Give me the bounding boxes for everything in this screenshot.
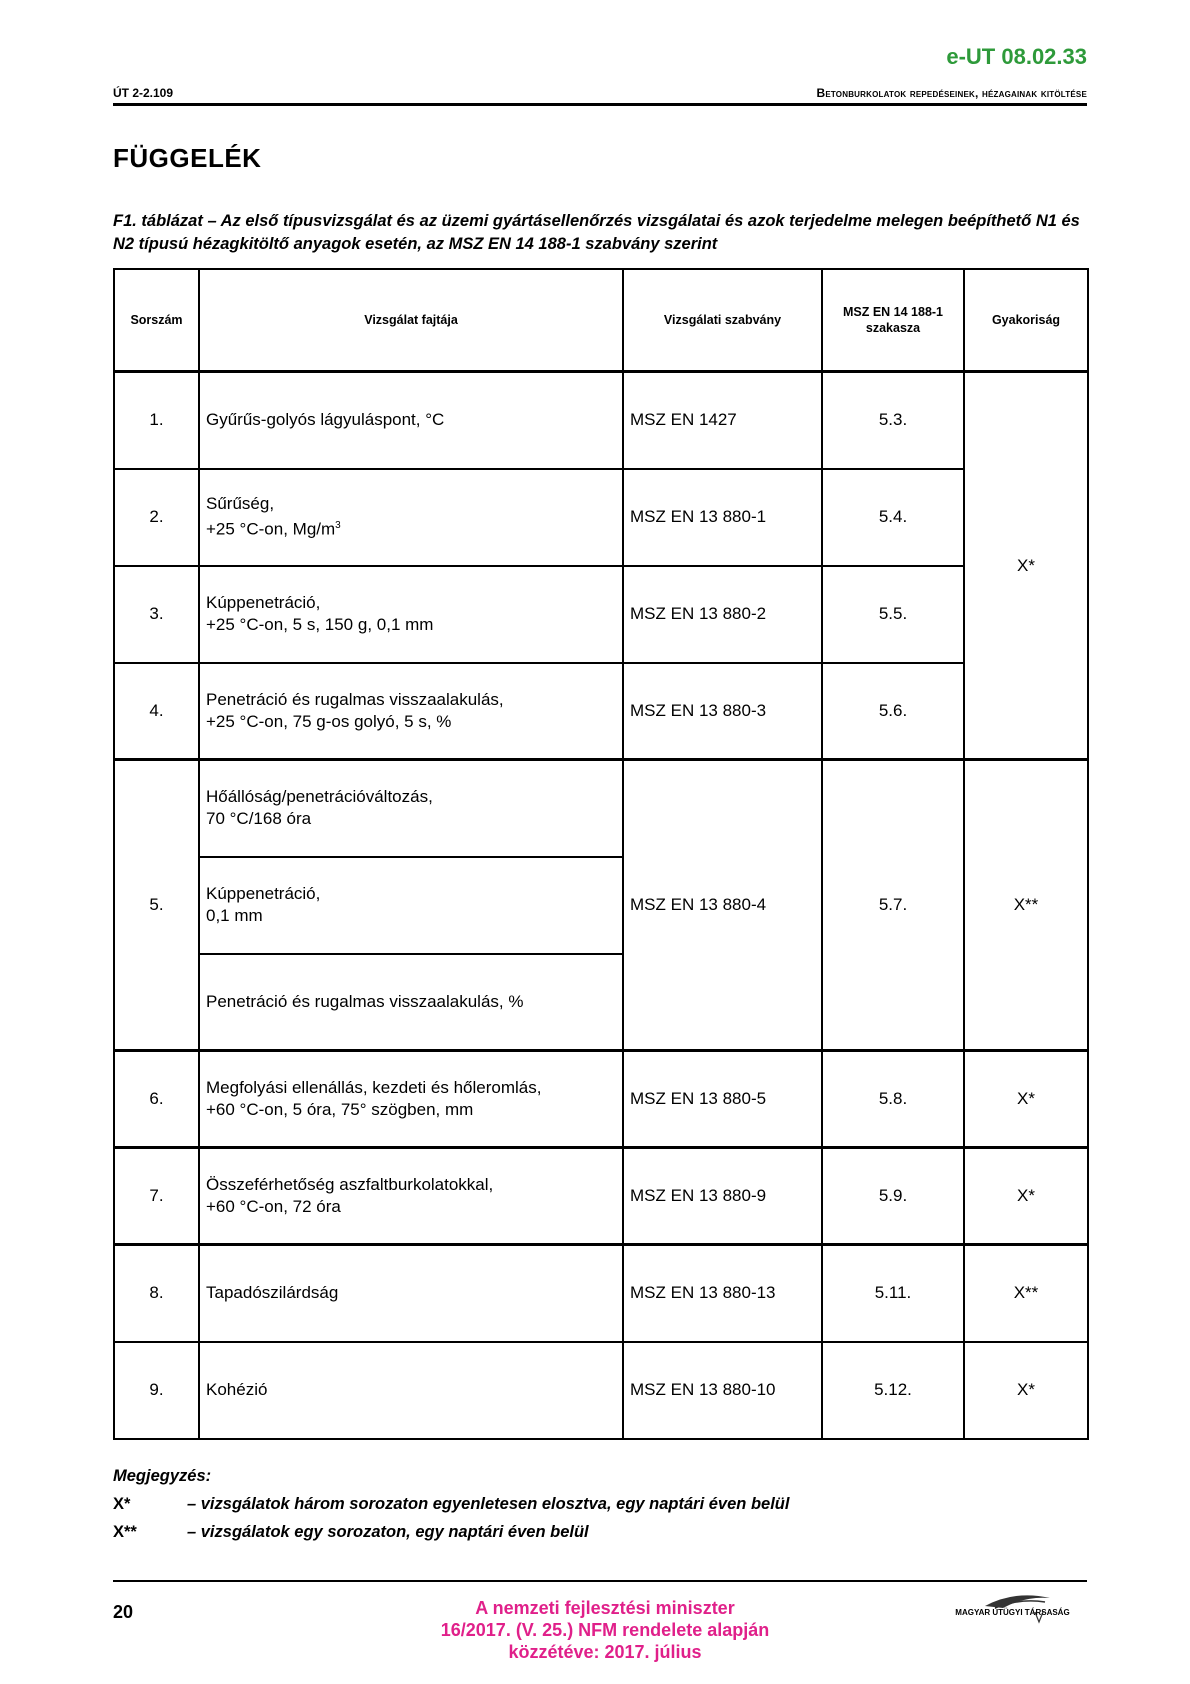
note-text: – vizsgálatok egy sorozaton, egy naptári éven belül	[187, 1523, 589, 1541]
test-type	[199, 663, 623, 760]
test-type-line: Tapadószilárdság	[206, 1283, 339, 1303]
note-text: – vizsgálatok három sorozaton egyenletesen elosztva, egy naptári éven belül	[187, 1495, 790, 1513]
notes	[113, 1462, 789, 1546]
row-number: 9.	[114, 1342, 199, 1439]
page-number: 20	[113, 1602, 134, 1622]
test-type-line: Sűrűség,	[206, 494, 275, 514]
footer-rule	[113, 1580, 1087, 1582]
test-type	[199, 469, 623, 566]
header-cell: Sorszám	[114, 269, 199, 372]
row-number: 1.	[114, 372, 199, 469]
running-title: Betonburkolatok repedéseinek, hézagainak kitöltése	[816, 86, 1087, 100]
header-cell: MSZ EN 14 188-1 szakasza	[822, 269, 964, 372]
test-type-line: +60 °C-on, 72 óra	[206, 1197, 341, 1216]
test-standard: MSZ EN 13 880-4	[623, 760, 822, 1051]
test-type-line: Penetráció és rugalmas visszaalakulás,	[206, 689, 504, 709]
test-type-line: Kohézió	[206, 1380, 268, 1399]
standard-section: 5.5.	[822, 566, 964, 663]
row-number: 8.	[114, 1245, 199, 1342]
test-standard: MSZ EN 13 880-3	[623, 663, 822, 760]
frequency: X*	[964, 1051, 1088, 1148]
header-cell: Gyakoriság	[964, 269, 1088, 372]
standard-section: 5.12.	[822, 1342, 964, 1439]
row-number: 2.	[114, 469, 199, 566]
test-standard: MSZ EN 1427	[623, 372, 822, 469]
publication-line: 16/2017. (V. 25.) NFM rendelete alapján	[440, 1620, 770, 1640]
test-standard: MSZ EN 13 880-5	[623, 1051, 822, 1148]
frequency: X**	[964, 760, 1088, 1051]
test-type	[199, 1342, 623, 1439]
frequency: X*	[964, 1148, 1088, 1245]
standard-section: 5.7.	[822, 760, 964, 1051]
test-type-line: Gyűrűs-golyós lágyuláspont, °C	[206, 410, 445, 430]
standard-section: 5.3.	[822, 372, 964, 469]
note-item	[113, 1490, 789, 1518]
test-type-line: +25 °C-on, 5 s, 150 g, 0,1 mm	[206, 615, 434, 634]
frequency: X*	[964, 372, 1088, 760]
test-type	[199, 1051, 623, 1148]
test-standard: MSZ EN 13 880-1	[623, 469, 822, 566]
row-number: 3.	[114, 566, 199, 663]
table-row	[114, 372, 1088, 469]
test-type	[199, 857, 623, 954]
table-row	[114, 663, 1088, 760]
test-type-line: Megfolyási ellenállás, kezdeti és hőleromlás,	[206, 1078, 542, 1097]
test-standard: MSZ EN 13 880-10	[623, 1342, 822, 1439]
test-type-line: +60 °C-on, 5 óra, 75° szögben, mm	[206, 1100, 474, 1119]
publication-line: A nemzeti fejlesztési miniszter	[475, 1598, 735, 1618]
test-type	[199, 954, 623, 1051]
test-type-line: 0,1 mm	[206, 906, 263, 925]
test-table	[113, 268, 1089, 1440]
header-rule	[113, 103, 1087, 106]
standard-number: ÚT 2-2.109	[113, 86, 174, 100]
note-key: X*	[113, 1495, 131, 1513]
logo-text: MAGYAR ÚTÜGYI TÁRSASÁG	[955, 1608, 1070, 1617]
table-row	[114, 566, 1088, 663]
table-header-row	[114, 269, 1088, 372]
standard-section: 5.11.	[822, 1245, 964, 1342]
table-row	[114, 469, 1088, 566]
table-row	[114, 760, 1088, 857]
standard-section: 5.4.	[822, 469, 964, 566]
row-number: 6.	[114, 1051, 199, 1148]
frequency: X**	[964, 1245, 1088, 1342]
test-type-line: Penetráció és rugalmas visszaalakulás, %	[206, 991, 524, 1011]
test-type	[199, 566, 623, 663]
test-type	[199, 1148, 623, 1245]
frequency: X*	[964, 1342, 1088, 1439]
test-type	[199, 760, 623, 857]
row-number: 5.	[114, 760, 199, 1051]
publication-note	[395, 1597, 815, 1663]
standard-section: 5.8.	[822, 1051, 964, 1148]
header-cell: Vizsgálat fajtája	[199, 269, 623, 372]
section-title: FÜGGELÉK	[113, 143, 262, 173]
row-number: 7.	[114, 1148, 199, 1245]
test-type	[199, 372, 623, 469]
note-item	[113, 1518, 789, 1546]
test-type-line: Kúppenetráció,	[206, 884, 321, 903]
table-row	[114, 1245, 1088, 1342]
header-cell: Vizsgálati szabvány	[623, 269, 822, 372]
table-caption: F1. táblázat – Az első típusvizsgálat és az üzemi gyártásellenőrzés vizsgálatai és azok terjedelme melegen beépíthető N1 és N2 típusú hézagkitöltő anyagok esetén, az MSZ EN 14 188-1 szabvány szerint	[113, 212, 1080, 253]
table-row	[114, 1148, 1088, 1245]
test-type-line: +25 °C-on, Mg/m	[206, 519, 336, 539]
test-type-line: Hőállóság/penetrációváltozás,	[206, 787, 433, 807]
test-type-line: +25 °C-on, 75 g-os golyó, 5 s, %	[206, 711, 452, 731]
test-standard: MSZ EN 13 880-2	[623, 566, 822, 663]
note-key: X**	[113, 1523, 137, 1541]
standard-section: 5.9.	[822, 1148, 964, 1245]
test-type-line: 70 °C/168 óra	[206, 809, 312, 829]
test-type-line: Kúppenetráció,	[206, 593, 321, 612]
publication-line: közzétéve: 2017. július	[508, 1642, 702, 1662]
superscript: 3	[335, 520, 341, 532]
document-code: e-UT 08.02.33	[946, 44, 1087, 69]
table-row	[114, 1342, 1088, 1439]
test-type	[199, 1245, 623, 1342]
notes-title: Megjegyzés:	[113, 1467, 212, 1485]
standard-section: 5.6.	[822, 663, 964, 760]
test-standard: MSZ EN 13 880-9	[623, 1148, 822, 1245]
test-standard: MSZ EN 13 880-13	[623, 1245, 822, 1342]
row-number: 4.	[114, 663, 199, 760]
test-type-line: Összeférhetőség aszfaltburkolatokkal,	[206, 1175, 494, 1194]
table-row	[114, 1051, 1088, 1148]
